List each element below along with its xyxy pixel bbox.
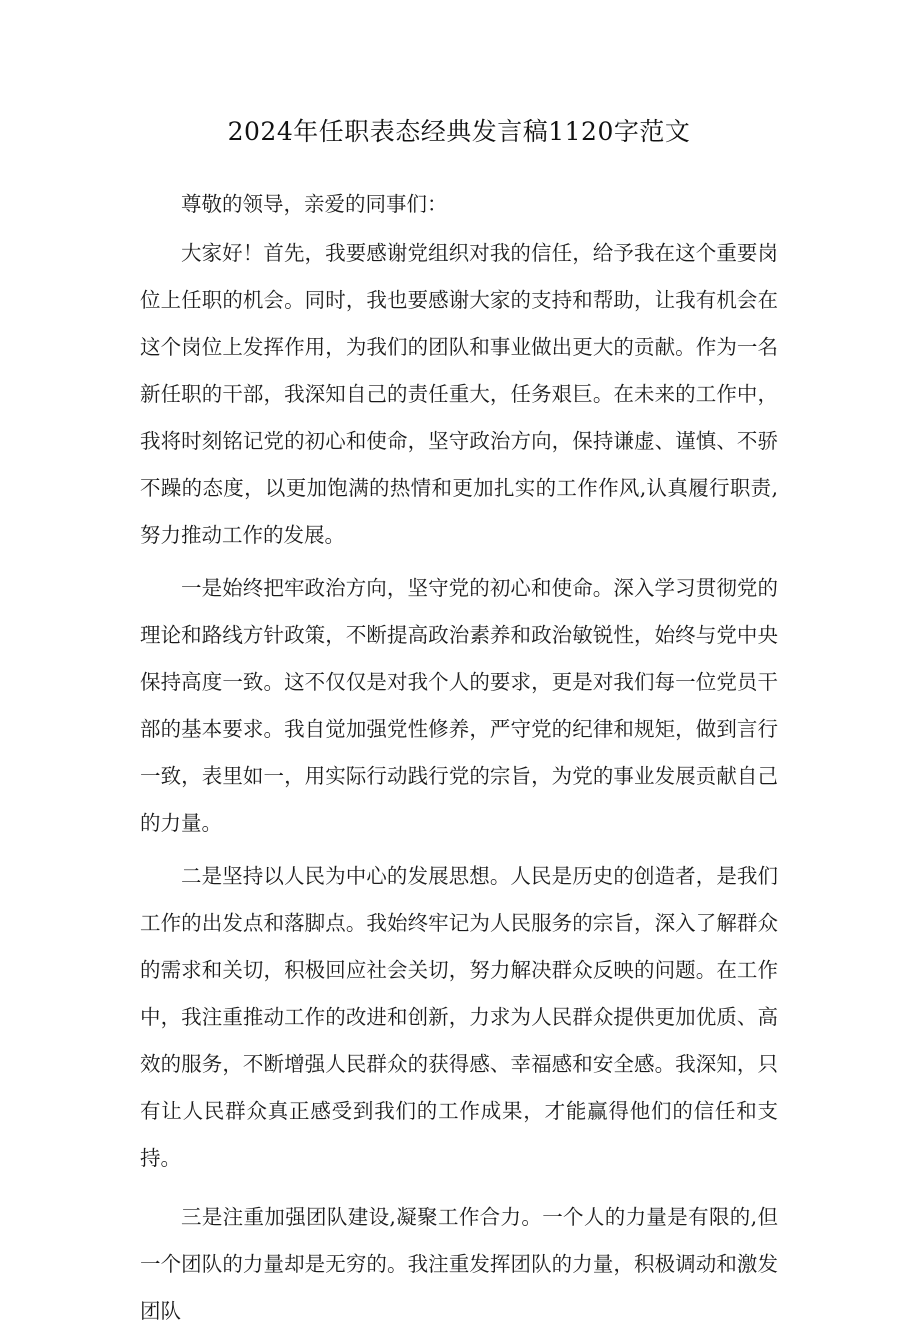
paragraph-point-two: 二是坚持以人民为中心的发展思想。人民是历史的创造者，是我们工作的出发点和落脚点。我始终牢记为人民服务的宗旨，深入了解群众的需求和关切，积极回应社会关切，努力解决群众反映的问题。在工作中，我注重推动工作的改进和创新，力求为人民群众提供更加优质、高效的服务，不断增强人民群众的获得感、幸福感和安全感。我深知，只有让人民群众真正感受到我们的工作成果，才能赢得他们的信任和支持。	[140, 864, 778, 1170]
paragraph-point-one: 一是始终把牢政治方向，坚守党的初心和使命。深入学习贯彻党的理论和路线方针政策，不断提高政治素养和政治敏锐性，始终与党中央保持高度一致。这不仅仅是对我个人的要求，更是对我们每一位党员干部的基本要求。我自觉加强党性修养，严守党的纪律和规矩，做到言行一致，表里如一，用实际行动践行党的宗旨，为党的事业发展贡献自己的力量。	[140, 576, 778, 835]
salutation: 尊敬的领导，亲爱的同事们：	[181, 192, 448, 216]
paragraph-opening: 大家好！首先，我要感谢党组织对我的信任，给予我在这个重要岗位上任职的机会。同时，我也要感谢大家的支持和帮助，让我有机会在这个岗位上发挥作用，为我们的团队和事业做出更大的贡献。作为一名新任职的干部，我深知自己的责任重大，任务艰巨。在未来的工作中，我将时刻铭记党的初心和使命，坚守政治方向，保持谦虚、谨慎、不骄不躁的态度，以更加饱满的热情和更加扎实的工作作风,认真履行职责,努力推动工作的发展。	[140, 241, 778, 547]
document-title: 2024年任职表态经典发言稿1120字范文	[227, 117, 691, 146]
paragraph-point-three: 三是注重加强团队建设,凝聚工作合力。一个人的力量是有限的,但一个团队的力量却是无穷的。我注重发挥团队的力量，积极调动和激发团队	[140, 1205, 778, 1323]
